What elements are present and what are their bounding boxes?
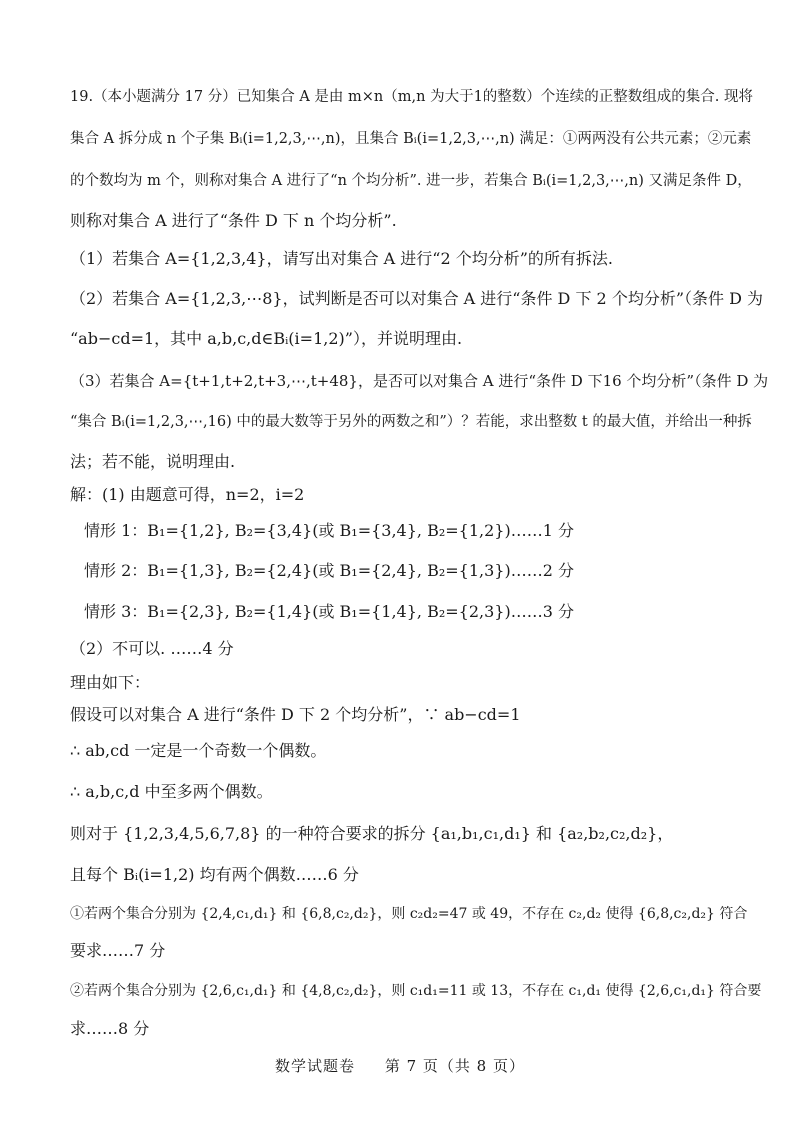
part-2-question-line-2: “ab−cd=1，其中 a,b,c,d∈Bᵢ(i=1,2)”），并说明理由.: [70, 329, 463, 348]
part-3-question-line-1: （3）若集合 A={t+1,t+2,t+3,⋯,t+48}，是否可以对集合 A 进行“条件 D 下16 个均分析”（条件 D 为: [70, 372, 769, 390]
reason-title: 理由如下：: [70, 673, 151, 692]
part-3-question-line-3: 法；若不能，说明理由.: [70, 452, 236, 471]
problem-line-4: 则称对集合 A 进行了“条件 D 下 n 个均分析”.: [70, 211, 397, 230]
reason-line-7: 要求……7 分: [70, 941, 166, 960]
part-2-question-line-1: （2）若集合 A={1,2,3,⋯8}，试判断是否可以对集合 A 进行“条件 D 下 2 个均分析”（条件 D 为: [70, 289, 764, 308]
reason-line-5: 且每个 Bᵢ(i=1,2) 均有两个偶数……6 分: [70, 865, 359, 884]
reason-line-1: 假设可以对集合 A 进行“条件 D 下 2 个均分析”，∵ ab−cd=1: [70, 705, 521, 724]
footer-title: 数学试题卷: [275, 1057, 356, 1075]
reason-line-9: 求……8 分: [70, 1019, 150, 1038]
reason-line-8: ②若两个集合分别为 {2,6,c₁,d₁} 和 {4,8,c₂,d₂}，则 c₁d₁=11 或 13，不存在 c₁,d₁ 使得 {2,6,c₁,d₁} 符合要: [70, 983, 762, 999]
problem-line-1: 19.（本小题满分 17 分）已知集合 A 是由 m×n（m,n 为大于1的整数）个连续的正整数组成的集合. 现将: [70, 89, 754, 105]
solution-case-3: 情形 3：B₁={2,3}, B₂={1,4}(或 B₁={1,4}, B₂={2,3})……3 分: [84, 602, 574, 621]
solution-case-2: 情形 2：B₁={1,3}, B₂={2,4}(或 B₁={2,4}, B₂={1,3})……2 分: [84, 561, 574, 580]
footer-page-number: 第 7 页（共 8 页）: [384, 1057, 525, 1075]
reason-line-6: ①若两个集合分别为 {2,4,c₁,d₁} 和 {6,8,c₂,d₂}，则 c₂d₂=47 或 49，不存在 c₂,d₂ 使得 {6,8,c₂,d₂} 符合: [70, 906, 748, 922]
part-3-question-line-2: “集合 Bᵢ(i=1,2,3,⋯,16) 中的最大数等于另外的两数之和”）？若能，求出整数 t 的最大值，并给出一种拆: [70, 414, 752, 430]
solution-part-2: （2）不可以. ……4 分: [70, 639, 234, 658]
part-1-question: （1）若集合 A={1,2,3,4}，请写出对集合 A 进行“2 个均分析”的所有拆法.: [70, 249, 614, 268]
reason-line-4: 则对于 {1,2,3,4,5,6,7,8} 的一种符合要求的拆分 {a₁,b₁,c₁,d₁} 和 {a₂,b₂,c₂,d₂}，: [70, 824, 674, 843]
problem-line-3: 的个数均为 m 个，则称对集合 A 进行了“n 个均分析”. 进一步，若集合 Bᵢ(i=1,2,3,⋯,n) 又满足条件 D，: [70, 173, 752, 189]
reason-line-2: ∴ ab,cd 一定是一个奇数一个偶数。: [70, 741, 327, 760]
page-footer: [0, 1055, 800, 1076]
problem-line-2: 集合 A 拆分成 n 个子集 Bᵢ(i=1,2,3,⋯,n)，且集合 Bᵢ(i=1,2,3,⋯,n) 满足：①两两没有公共元素；②元素: [70, 131, 752, 147]
solution-case-1: 情形 1：B₁={1,2}, B₂={3,4}(或 B₁={3,4}, B₂={1,2})……1 分: [84, 521, 574, 540]
solution-intro: 解：(1) 由题意可得，n=2，i=2: [70, 485, 305, 504]
reason-line-3: ∴ a,b,c,d 中至多两个偶数。: [70, 782, 273, 801]
